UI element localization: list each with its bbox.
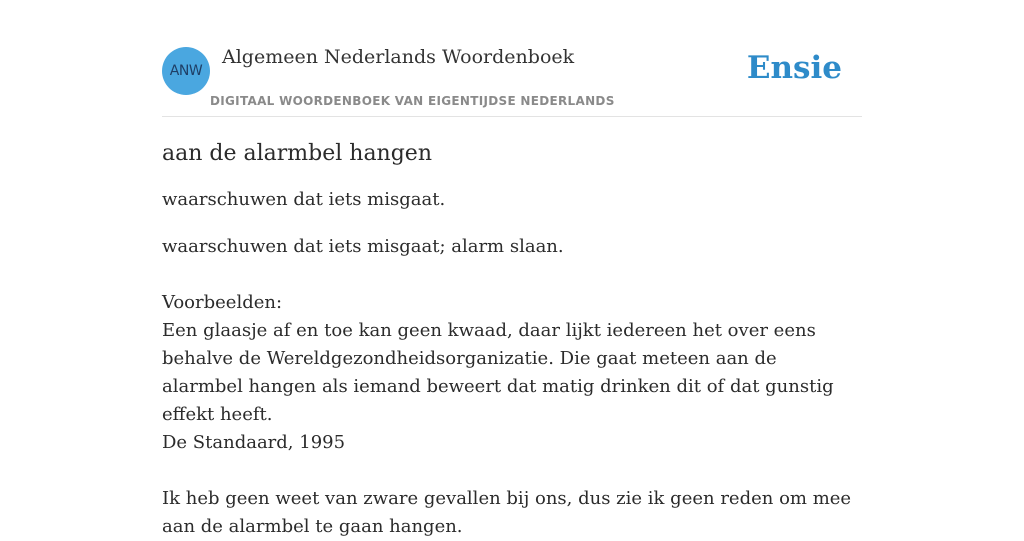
example-text: Een glaasje af en toe kan geen kwaad, daar lijkt iedereen het over eens behalve de Wereldgezondheidsorganizatie. Die gaat meteen aan de alarmbel hangen als iemand beweert dat matig drinken dit of dat gunstig effekt heeft. [162, 320, 834, 425]
anw-logo[interactable]: ANW [162, 47, 210, 95]
site-title[interactable]: Algemeen Nederlands Woordenboek [222, 46, 575, 68]
entry-content [162, 138, 862, 541]
spacer [162, 261, 862, 289]
entry-term: aan de alarmbel hangen [162, 141, 432, 166]
spacer [162, 457, 862, 485]
site-header [162, 0, 862, 117]
short-definition: waarschuwen dat iets misgaat. [162, 189, 446, 210]
examples-label: Voorbeelden: [162, 292, 283, 313]
site-subtitle: DIGITAAL WOORDENBOEK VAN EIGENTIJDSE NEDERLANDS [210, 94, 615, 108]
example-source: De Standaard, 1995 [162, 432, 346, 453]
ensie-brand-logo[interactable]: Ensie [746, 50, 842, 86]
full-definition: waarschuwen dat iets misgaat; alarm slaan. [162, 236, 564, 257]
example-text: Ik heb geen weet van zware gevallen bij ons, dus zie ik geen reden om mee aan de alarmbel te gaan hangen. [162, 488, 852, 537]
